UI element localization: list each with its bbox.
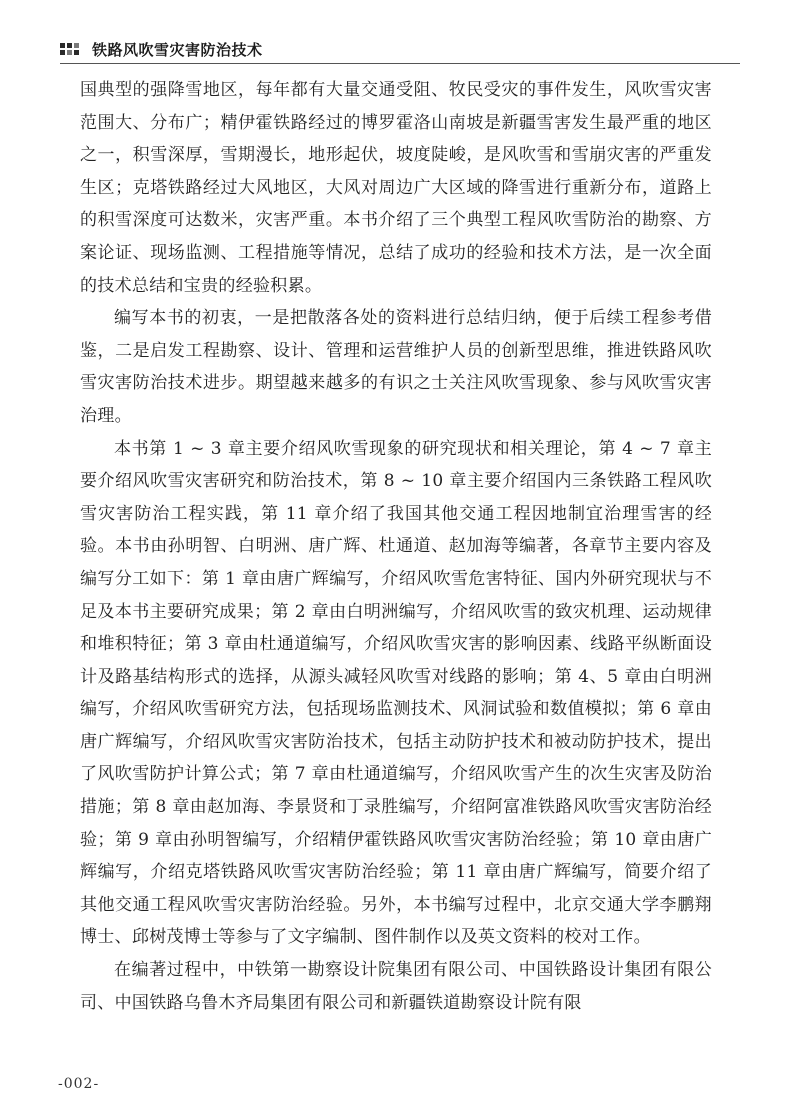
- header-divider: [60, 63, 740, 64]
- header-squares-icon: [60, 43, 82, 55]
- running-header: [60, 34, 740, 64]
- book-title: 铁路风吹雪灾害防治技术: [92, 40, 263, 59]
- body-text: [80, 74, 712, 1019]
- paragraph-1: 国典型的强降雪地区，每年都有大量交通受阻、牧民受灾的事件发生，风吹雪灾害范围大、分布广；精伊霍铁路经过的博罗霍洛山南坡是新疆雪害发生最严重的地区之一，积雪深厚，雪期漫长，地形起伏，坡度陡峻，是风吹雪和雪崩灾害的严重发生区；克塔铁路经过大风地区，大风对周边广大区域的降雪进行重新分布，道路上的积雪深度可达数米，灾害严重。本书介绍了三个典型工程风吹雪防治的勘察、方案论证、现场监测、工程措施等情况，总结了成功的经验和技术方法，是一次全面的技术总结和宝贵的经验积累。: [80, 80, 712, 296]
- paragraph-3: 本书第 1 ~ 3 章主要介绍风吹雪现象的研究现状和相关理论，第 4 ~ 7 章主要介绍风吹雪灾害研究和防治技术，第 8 ~ 10 章主要介绍国内三条铁路工程风吹雪灾害防治工程实践，第 11 章介绍了我国其他交通工程因地制宜治理雪害的经验。本书由孙明智、白明洲、唐广辉、杜通道、赵加海等编著，各章节主要内容及编写分工如下：第 1 章由唐广辉编写，介绍风吹雪危害特征、国内外研究现状与不足及本书主要研究成果；第 2 章由白明洲编写，介绍风吹雪的致灾机理、运动规律和堆积特征；第 3 章由杜通道编写，介绍风吹雪灾害的影响因素、线路平纵断面设计及路基结构形式的选择，从源头减轻风吹雪对线路的影响；第 4、5 章由白明洲编写，介绍风吹雪研究方法，包括现场监测技术、风洞试验和数值模拟；第 6 章由唐广辉编写，介绍风吹雪灾害防治技术，包括主动防护技术和被动防护技术，提出了风吹雪防护计算公式；第 7 章由杜通道编写，介绍风吹雪产生的次生灾害及防治措施；第 8 章由赵加海、李景贤和丁录胜编写，介绍阿富准铁路风吹雪灾害防治经验；第 9 章由孙明智编写，介绍精伊霍铁路风吹雪灾害防治经验；第 10 章由唐广辉编写，介绍克塔铁路风吹雪灾害防治经验；第 11 章由唐广辉编写，简要介绍了其他交通工程风吹雪灾害防治经验。另外，本书编写过程中，北京交通大学李鹏翔博士、邱树茂博士等参与了文字编制、图件制作以及英文资料的校对工作。: [80, 438, 712, 948]
- paragraph-2: 编写本书的初衷，一是把散落各处的资料进行总结归纳，便于后续工程参考借鉴，二是启发工程勘察、设计、管理和运营维护人员的创新型思维，推进铁路风吹雪灾害防治技术进步。期望越来越多的有识之士关注风吹雪现象、参与风吹雪灾害治理。: [80, 308, 712, 426]
- paragraph-4: 在编著过程中，中铁第一勘察设计院集团有限公司、中国铁路设计集团有限公司、中国铁路乌鲁木齐局集团有限公司和新疆铁道勘察设计院有限: [80, 960, 712, 1013]
- page-number: -002-: [58, 1076, 100, 1092]
